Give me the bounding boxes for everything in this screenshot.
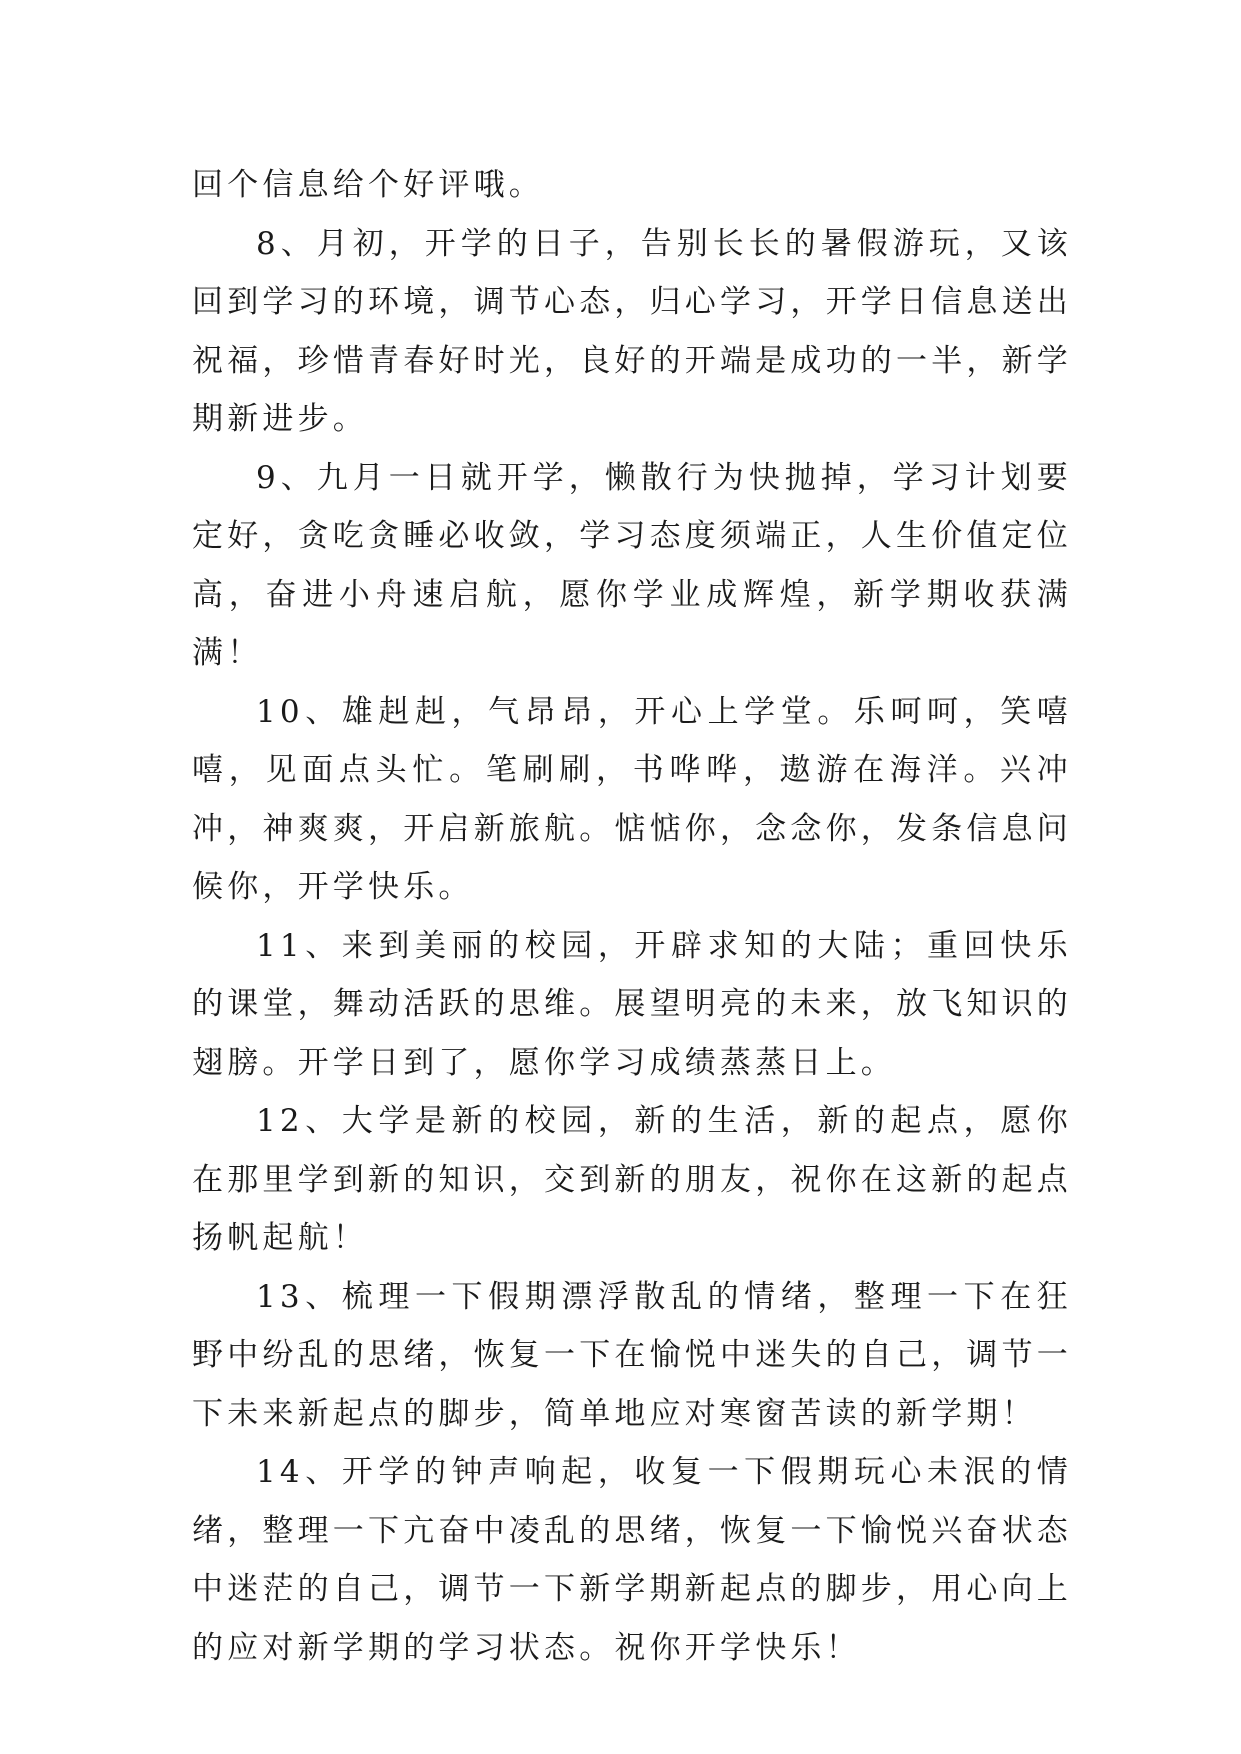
document-body	[192, 156, 1072, 1677]
paragraph-continuation: 回个信息给个好评哦。	[192, 167, 544, 203]
paragraph-item-8: 8、月初，开学的日子，告别长长的暑假游玩，又该回到学习的环境，调节心态，归心学习，开学日信息送出祝福，珍惜青春好时光，良好的开端是成功的一半，新学期新进步。	[192, 225, 1072, 437]
paragraph-item-14: 14、开学的钟声响起，收复一下假期玩心未泯的情绪，整理一下亢奋中凌乱的思绪，恢复一下愉悦兴奋状态中迷茫的自己，调节一下新学期新起点的脚步，用心向上的应对新学期的学习状态。祝你开学快乐！	[192, 1454, 1072, 1666]
paragraph-item-10: 10、雄赳赳，气昂昂，开心上学堂。乐呵呵，笑嘻嘻，见面点头忙。笔刷刷，书哗哗，遨游在海洋。兴冲冲，神爽爽，开启新旅航。惦惦你，念念你，发条信息问候你，开学快乐。	[192, 693, 1072, 905]
paragraph-item-11: 11、来到美丽的校园，开辟求知的大陆；重回快乐的课堂，舞动活跃的思维。展望明亮的未来，放飞知识的翅膀。开学日到了，愿你学习成绩蒸蒸日上。	[192, 927, 1072, 1081]
paragraph-item-12: 12、大学是新的校园，新的生活，新的起点，愿你在那里学到新的知识，交到新的朋友，祝你在这新的起点扬帆起航！	[192, 1103, 1072, 1256]
paragraph-item-9: 9、九月一日就开学，懒散行为快抛掉，学习计划要定好，贪吃贪睡必收敛，学习态度须端正，人生价值定位高，奋进小舟速启航，愿你学业成辉煌，新学期收获满满！	[192, 459, 1072, 671]
paragraph-item-13: 13、梳理一下假期漂浮散乱的情绪，整理一下在狂野中纷乱的思绪，恢复一下在愉悦中迷失的自己，调节一下未来新起点的脚步，简单地应对寒窗苦读的新学期！	[192, 1278, 1072, 1432]
